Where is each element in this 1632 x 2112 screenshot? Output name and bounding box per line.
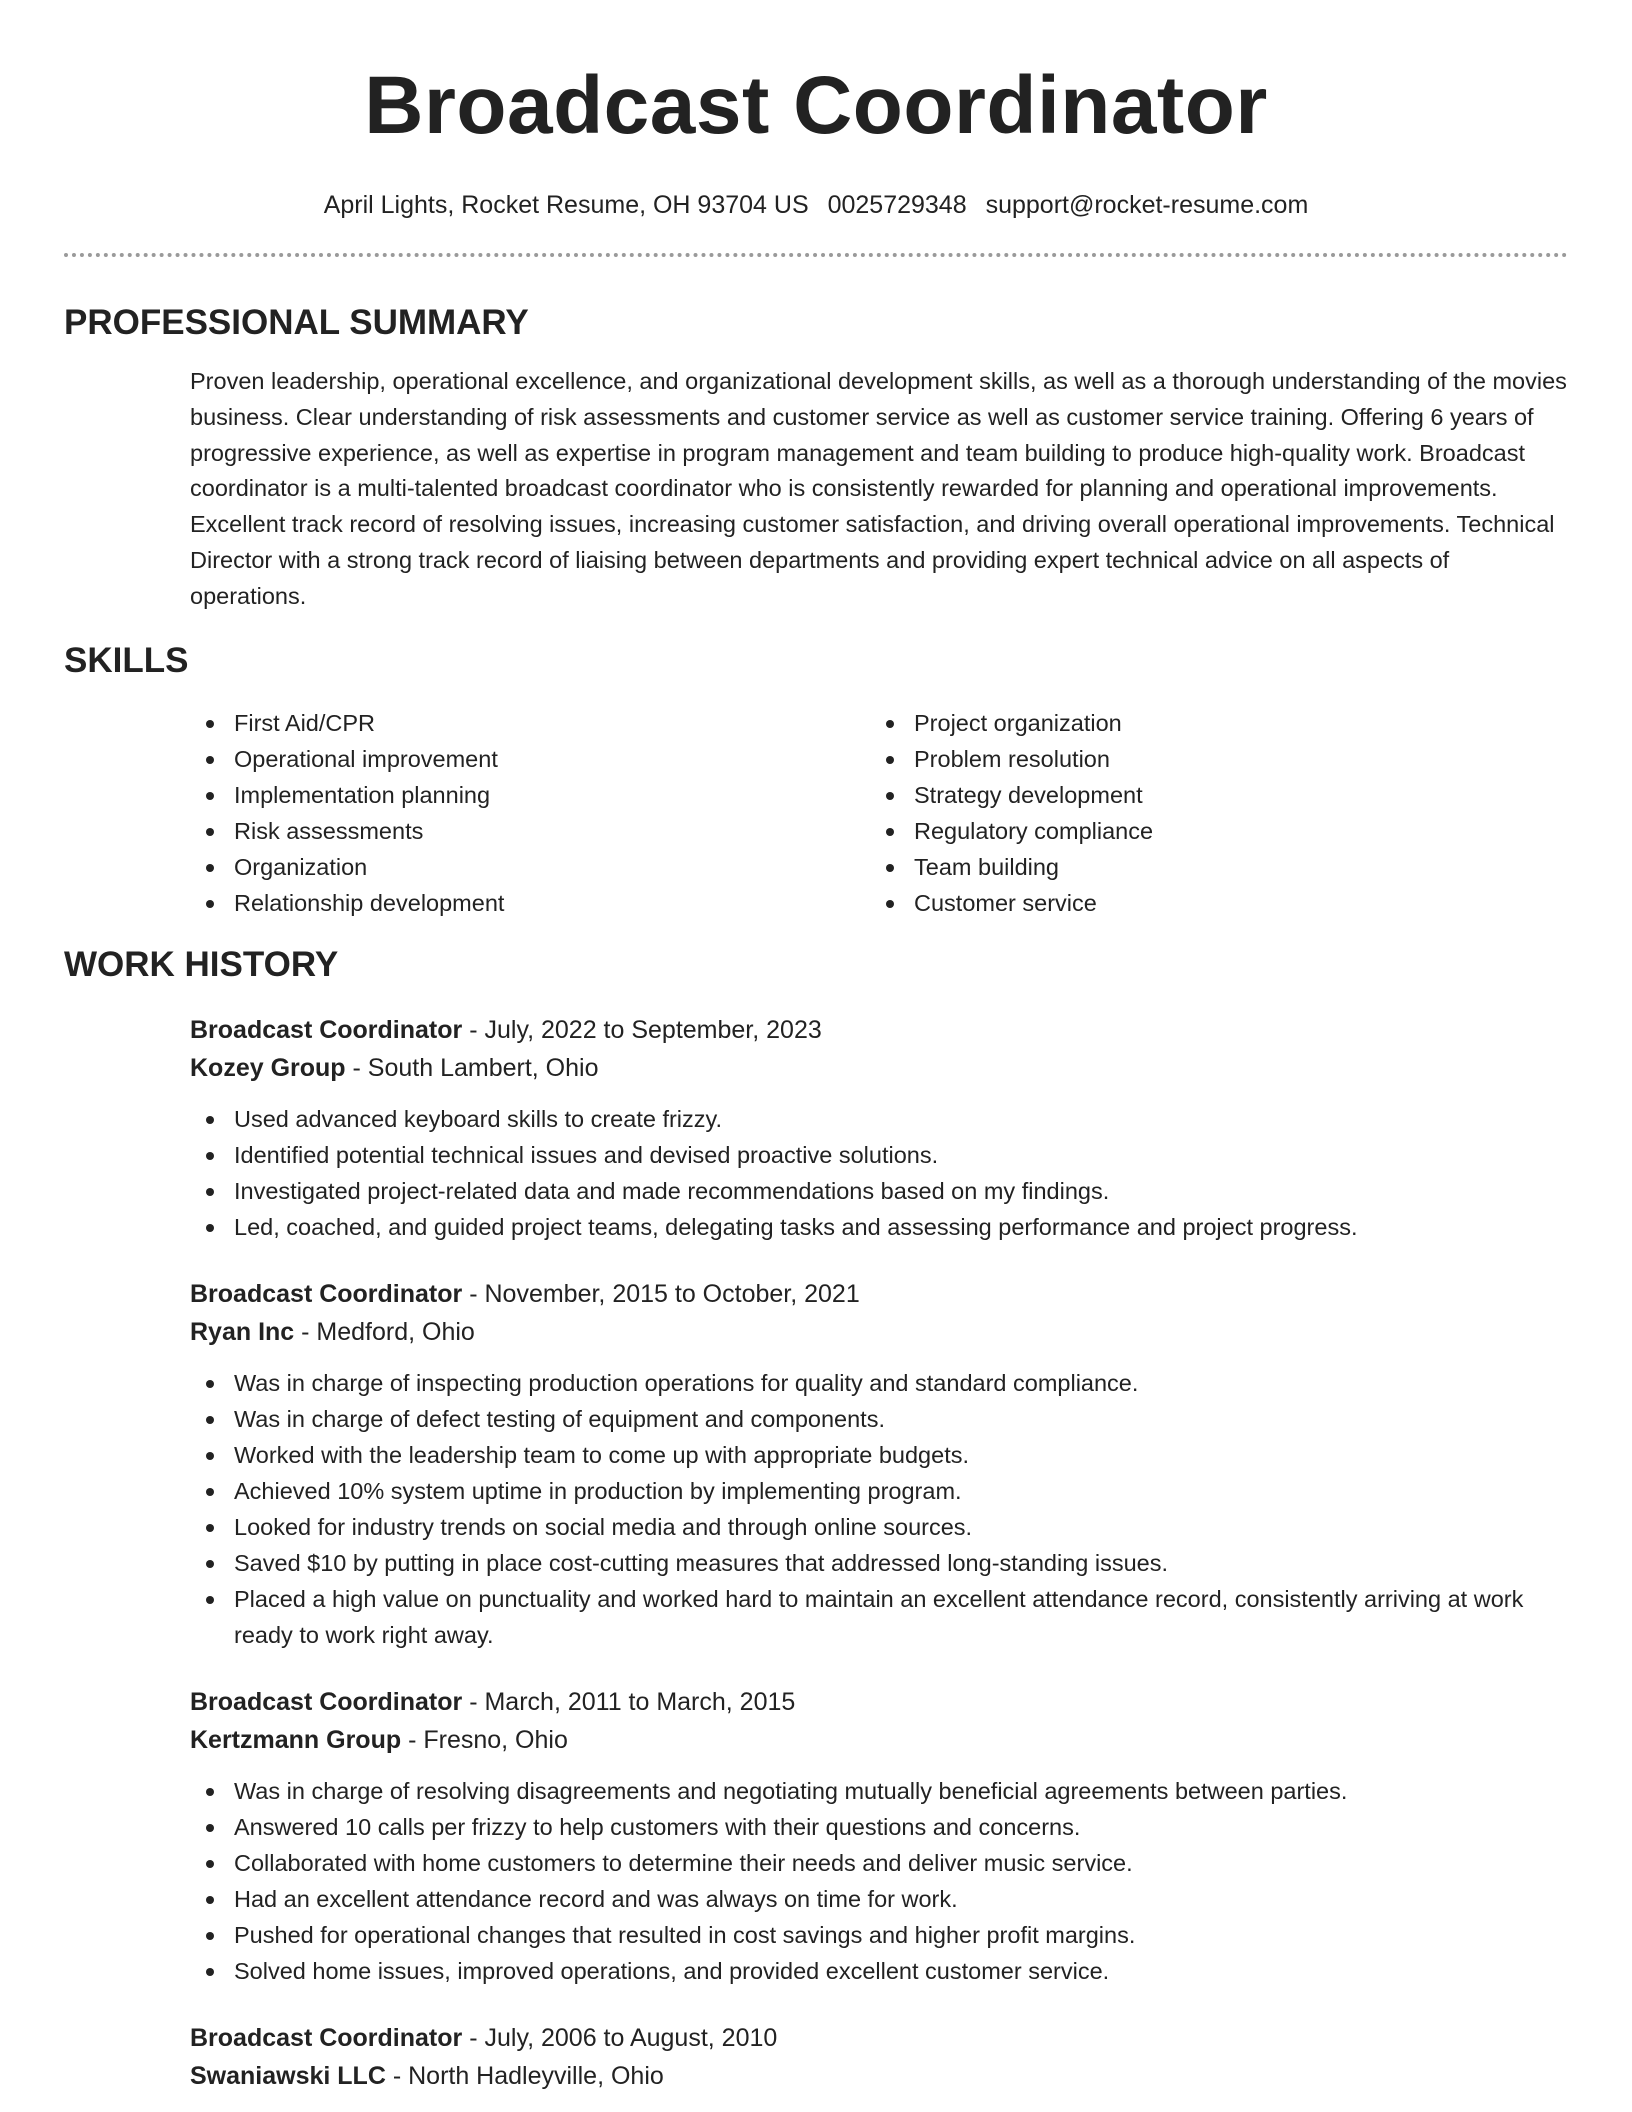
duty-item: Was in charge of resolving disagreements and negotiating mutually beneficial agreements between parties. bbox=[190, 1773, 1568, 1809]
job-title-line bbox=[190, 2019, 1568, 2057]
job-location: - Fresno, Ohio bbox=[401, 1725, 568, 1754]
duty-item: Looked for industry trends on social media and through online sources. bbox=[190, 1509, 1568, 1545]
skill-item: Project organization bbox=[870, 705, 1550, 741]
duty-item: Led, coached, and guided project teams, delegating tasks and assessing performance and project progress. bbox=[190, 1209, 1568, 1245]
job-company: Kertzmann Group bbox=[190, 1725, 402, 1754]
job-duties bbox=[190, 1365, 1568, 1653]
job-role: Broadcast Coordinator bbox=[190, 1687, 463, 1716]
job-title-line bbox=[190, 1683, 1568, 1721]
skill-item: Operational improvement bbox=[190, 741, 870, 777]
header-divider bbox=[64, 253, 1568, 257]
duty-item: Pushed for operational changes that resulted in cost savings and higher profit margins. bbox=[190, 1917, 1568, 1953]
job-company: Kozey Group bbox=[190, 1053, 346, 1082]
job-entry bbox=[190, 1275, 1568, 1653]
job-company-line bbox=[190, 1049, 1568, 1087]
duty-item: Was in charge of defect testing of equipment and components. bbox=[190, 1401, 1568, 1437]
skill-item: Strategy development bbox=[870, 777, 1550, 813]
resume-page bbox=[64, 0, 1568, 2095]
skill-item: Risk assessments bbox=[190, 813, 870, 849]
duty-item: Saved $10 by putting in place cost-cutting measures that addressed long-standing issues. bbox=[190, 1545, 1568, 1581]
job-duties bbox=[190, 1101, 1568, 1245]
job-role: Broadcast Coordinator bbox=[190, 2023, 463, 2052]
address: April Lights, Rocket Resume, OH 93704 US bbox=[323, 191, 809, 219]
duty-item: Had an excellent attendance record and was always on time for work. bbox=[190, 1881, 1568, 1917]
skills-heading: SKILLS bbox=[64, 640, 189, 680]
job-entry bbox=[190, 1683, 1568, 1989]
candidate-name: Broadcast Coordinator bbox=[364, 60, 1268, 151]
contact-line bbox=[64, 190, 1568, 220]
job-location: - Medford, Ohio bbox=[294, 1317, 475, 1346]
email[interactable]: support@rocket-resume.com bbox=[985, 191, 1309, 219]
summary-text: Proven leadership, operational excellence, and organizational development skills, as well as a thorough understanding of the movies business. Clear understanding of risk assessments and customer service as well as customer service training. Offering 6 years of progressive experience, as well as expertise in program management and team building to produce high-quality work. Broadcast coordinator is a multi-talented broadcast coordinator who is consistently rewarded for planning and operational improvements. Excellent track record of resolving issues, increasing customer satisfaction, and driving overall operational improvements. Technical Director with a strong track record of liaising between departments and providing expert technical advice on all aspects of operations. bbox=[190, 368, 1567, 609]
job-title-line bbox=[190, 1275, 1568, 1313]
job-entry bbox=[190, 1011, 1568, 1245]
skill-item: First Aid/CPR bbox=[190, 705, 870, 741]
duty-item: Identified potential technical issues and devised proactive solutions. bbox=[190, 1137, 1568, 1173]
duty-item: Achieved 10% system uptime in production by implementing program. bbox=[190, 1473, 1568, 1509]
job-company-line bbox=[190, 1313, 1568, 1351]
skill-item: Team building bbox=[870, 849, 1550, 885]
skill-item: Implementation planning bbox=[190, 777, 870, 813]
job-dates: - July, 2006 to August, 2010 bbox=[462, 2023, 778, 2052]
phone: 0025729348 bbox=[827, 191, 967, 219]
duty-item: Placed a high value on punctuality and worked hard to maintain an excellent attendance record, consistently arriving at work ready to work right away. bbox=[190, 1581, 1568, 1653]
skills-column-left bbox=[190, 705, 870, 921]
duty-item: Used advanced keyboard skills to create frizzy. bbox=[190, 1101, 1568, 1137]
job-role: Broadcast Coordinator bbox=[190, 1015, 463, 1044]
job-company-line bbox=[190, 1721, 1568, 1759]
duty-item: Answered 10 calls per frizzy to help customers with their questions and concerns. bbox=[190, 1809, 1568, 1845]
job-dates: - March, 2011 to March, 2015 bbox=[462, 1687, 796, 1716]
duty-item: Was in charge of inspecting production operations for quality and standard compliance. bbox=[190, 1365, 1568, 1401]
duty-item: Worked with the leadership team to come up with appropriate budgets. bbox=[190, 1437, 1568, 1473]
skill-item: Problem resolution bbox=[870, 741, 1550, 777]
job-location: - North Hadleyville, Ohio bbox=[385, 2061, 664, 2090]
skills-column-right bbox=[870, 705, 1550, 921]
job-dates: - November, 2015 to October, 2021 bbox=[462, 1279, 860, 1308]
job-entry bbox=[190, 2019, 1568, 2095]
job-title-line bbox=[190, 1011, 1568, 1049]
work-history-heading: WORK HISTORY bbox=[64, 944, 339, 984]
job-dates: - July, 2022 to September, 2023 bbox=[462, 1015, 822, 1044]
duty-item: Collaborated with home customers to determine their needs and deliver music service. bbox=[190, 1845, 1568, 1881]
job-location: - South Lambert, Ohio bbox=[345, 1053, 599, 1082]
job-company-line bbox=[190, 2057, 1568, 2095]
skill-item: Regulatory compliance bbox=[870, 813, 1550, 849]
duty-item: Solved home issues, improved operations, and provided excellent customer service. bbox=[190, 1953, 1568, 1989]
skill-item: Relationship development bbox=[190, 885, 870, 921]
summary-heading: PROFESSIONAL SUMMARY bbox=[64, 303, 529, 342]
skill-item: Organization bbox=[190, 849, 870, 885]
job-duties bbox=[190, 1773, 1568, 1989]
job-company: Ryan Inc bbox=[190, 1317, 295, 1346]
job-role: Broadcast Coordinator bbox=[190, 1279, 463, 1308]
skills-list bbox=[190, 705, 1568, 921]
job-company: Swaniawski LLC bbox=[190, 2061, 386, 2090]
skill-item: Customer service bbox=[870, 885, 1550, 921]
duty-item: Investigated project-related data and made recommendations based on my findings. bbox=[190, 1173, 1568, 1209]
